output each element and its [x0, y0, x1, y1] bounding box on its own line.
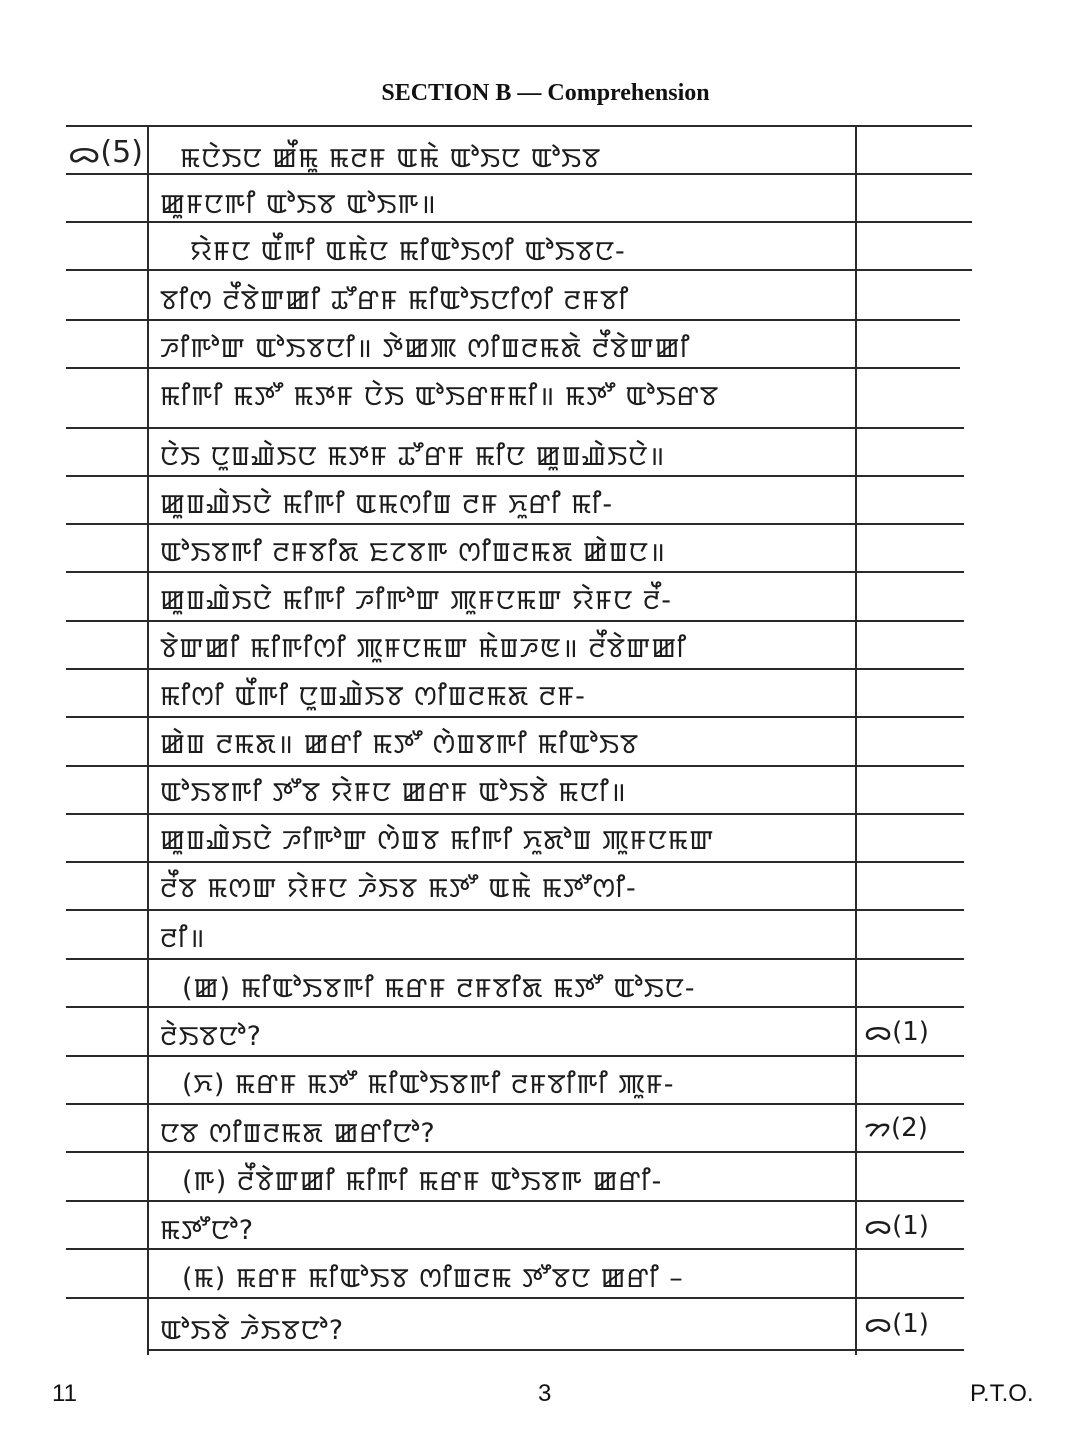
question-d-line2: ꯑꯣꯏꯕꯥ ꯍꯥꯏꯕꯅꯣ?	[160, 1315, 345, 1346]
page-number: 3	[538, 1380, 552, 1407]
section-title: SECTION B — Comprehension	[381, 80, 710, 106]
footer-code: 11	[52, 1380, 77, 1407]
passage-line: ꯂꯤ॥	[160, 923, 206, 954]
rule-line	[66, 1006, 964, 1008]
rule-line	[66, 1248, 964, 1250]
rule-line	[66, 427, 964, 429]
passage-line: ꯑꯣꯏꯕꯒꯤ ꯂꯝꯕꯤꯗ ꯐꯖꯕꯒ ꯁꯤꯡꯂꯃꯗ ꯀꯥꯡꯅ॥	[160, 537, 667, 568]
passage-line: ꯍꯤꯒꯣꯛ ꯑꯣꯏꯕꯅꯤ॥ ꯇꯥꯀꯄ ꯁꯤꯡꯂꯃꯗꯥ ꯂꯩꯕꯥꯛꯀꯤ	[160, 333, 691, 364]
question-b-line1: (ꯈ) ꯃꯔꯝ ꯃꯇꯧ ꯃꯤꯑꯣꯏꯕꯒꯤ ꯂꯝꯕꯤꯒꯤ ꯄꯨꯝ-	[182, 1069, 675, 1100]
left-margin-line	[147, 125, 149, 1355]
rule-line	[66, 125, 972, 127]
rule-line	[66, 571, 964, 573]
rule-line	[66, 958, 964, 960]
passage-line: ꯂꯩꯕ ꯃꯁꯛ ꯌꯥꯝꯅ ꯍꯥꯏꯕ ꯃꯇꯧ ꯑꯃꯥ ꯃꯇꯧꯁꯤ-	[160, 873, 637, 904]
rule-line	[66, 813, 964, 815]
question-b-marks: ᯂ(2)	[864, 1113, 928, 1143]
rule-line	[66, 319, 960, 321]
rule-line	[66, 1055, 964, 1057]
rule-line	[66, 716, 964, 718]
passage-line: ꯑꯣꯏꯕꯒꯤ ꯇꯧꯕ ꯌꯥꯝꯅ ꯀꯔꯝ ꯑꯣꯏꯕꯥ ꯃꯅꯤ॥	[160, 777, 627, 808]
passage-line: ꯀꯨꯡꯉꯥꯏꯅꯥ ꯃꯤꯒꯤ ꯍꯤꯒꯣꯛ ꯄꯨꯝꯅꯃꯛ ꯌꯥꯝꯅ ꯂꯩ-	[160, 585, 672, 616]
rule-line	[148, 1349, 964, 1351]
passage-line: ꯕꯥꯛꯀꯤ ꯃꯤꯒꯤꯁꯤ ꯄꯨꯝꯅꯃꯛ ꯃꯥꯡꯍꯟ॥ ꯂꯩꯕꯥꯛꯀꯤ	[160, 633, 688, 664]
rule-line	[66, 523, 964, 525]
rule-line	[66, 475, 964, 477]
rule-line	[66, 1103, 964, 1105]
passage-line: ꯀꯨꯡꯉꯥꯏꯅꯥ ꯍꯤꯒꯣꯛ ꯁꯥꯡꯕ ꯃꯤꯒꯤ ꯈꯨꯗꯣꯡ ꯄꯨꯝꯅꯃꯛ	[160, 825, 715, 856]
passage-line: ꯌꯥꯝꯅ ꯑꯩꯒꯤ ꯑꯃꯥꯅ ꯃꯤꯑꯣꯏꯁꯤ ꯑꯣꯏꯕꯅ-	[190, 236, 626, 267]
passage-line: ꯅꯥꯏ ꯅꯨꯡꯉꯥꯏꯅ ꯃꯇꯝ ꯊꯧꯔꯝ ꯃꯤꯅ ꯀꯨꯡꯉꯥꯏꯅꯥ॥	[160, 441, 666, 472]
passage-line: ꯃꯤꯁꯤ ꯑꯩꯒꯤ ꯅꯨꯡꯉꯥꯏꯕ ꯁꯤꯡꯂꯃꯗ ꯂꯝ-	[160, 681, 586, 712]
rule-line	[66, 1297, 964, 1299]
please-turn-over: P.T.O.	[970, 1380, 1034, 1407]
question-d-line1: (ꯃ) ꯃꯔꯝ ꯃꯤꯑꯣꯏꯕ ꯁꯤꯡꯂꯃ ꯇꯧꯕꯅ ꯀꯔꯤ –	[182, 1263, 684, 1294]
rule-line	[66, 269, 972, 271]
question-a-line1: (ꯀ) ꯃꯤꯑꯣꯏꯕꯒꯤ ꯃꯔꯝ ꯂꯝꯕꯤꯗ ꯃꯇꯧ ꯑꯣꯏꯅ-	[182, 973, 696, 1004]
passage-line: ꯃꯤꯒꯤ ꯃꯇꯧ ꯃꯇꯝ ꯅꯥꯏ ꯑꯣꯏꯔꯝꯃꯤ॥ ꯃꯇꯧ ꯑꯣꯏꯔꯕ	[160, 381, 720, 412]
rule-line	[66, 1200, 964, 1202]
passage-line: ꯀꯨꯝꯅꯒꯤ ꯑꯣꯏꯕ ꯑꯣꯏꯒ॥	[160, 189, 437, 220]
question-c-line2: ꯃꯇꯧꯅꯣ?	[160, 1215, 255, 1246]
rule-line	[66, 1151, 964, 1153]
passage-line: ꯃꯅꯥꯏꯅ ꯀꯩꯃꯨ ꯃꯂꯝ ꯑꯃꯥ ꯑꯣꯏꯅ ꯑꯣꯏꯕ	[180, 143, 602, 174]
question-a-marks: ᯅ(1)	[864, 1017, 929, 1047]
question-c-marks: ᯅ(1)	[864, 1211, 929, 1241]
question-c-line1: (ꯒ) ꯂꯩꯕꯥꯛꯀꯤ ꯃꯤꯒꯤ ꯃꯔꯝ ꯑꯣꯏꯕꯒ ꯀꯔꯤ-	[182, 1166, 663, 1197]
rule-line	[66, 909, 964, 911]
rule-line	[66, 367, 960, 369]
rule-line	[66, 668, 964, 670]
question-number: ᯅ(5)	[68, 135, 143, 170]
rule-line	[66, 620, 964, 622]
rule-line	[66, 861, 964, 863]
passage-line: ꯀꯥꯡ ꯂꯃꯗ॥ ꯀꯔꯤ ꯃꯇꯧ ꯁꯥꯡꯕꯒꯤ ꯃꯤꯑꯣꯏꯕ	[160, 729, 640, 760]
rule-line	[66, 765, 964, 767]
passage-line: ꯀꯨꯡꯉꯥꯏꯅꯥ ꯃꯤꯒꯤ ꯑꯃꯁꯤꯡ ꯂꯝ ꯈꯨꯔꯤ ꯃꯤ-	[160, 489, 614, 520]
question-a-line2: ꯂꯥꯏꯕꯅꯣ?	[160, 1021, 262, 1052]
question-d-marks: ᯅ(1)	[864, 1309, 929, 1339]
passage-line: ꯕꯤꯁ ꯂꯩꯕꯥꯛꯀꯤ ꯊꯧꯔꯝ ꯃꯤꯑꯣꯏꯅꯤꯁꯤ ꯂꯝꯕꯤ	[160, 285, 630, 316]
question-b-line2: ꯅꯕ ꯁꯤꯡꯂꯃꯗ ꯀꯔꯤꯅꯣ?	[160, 1118, 436, 1149]
